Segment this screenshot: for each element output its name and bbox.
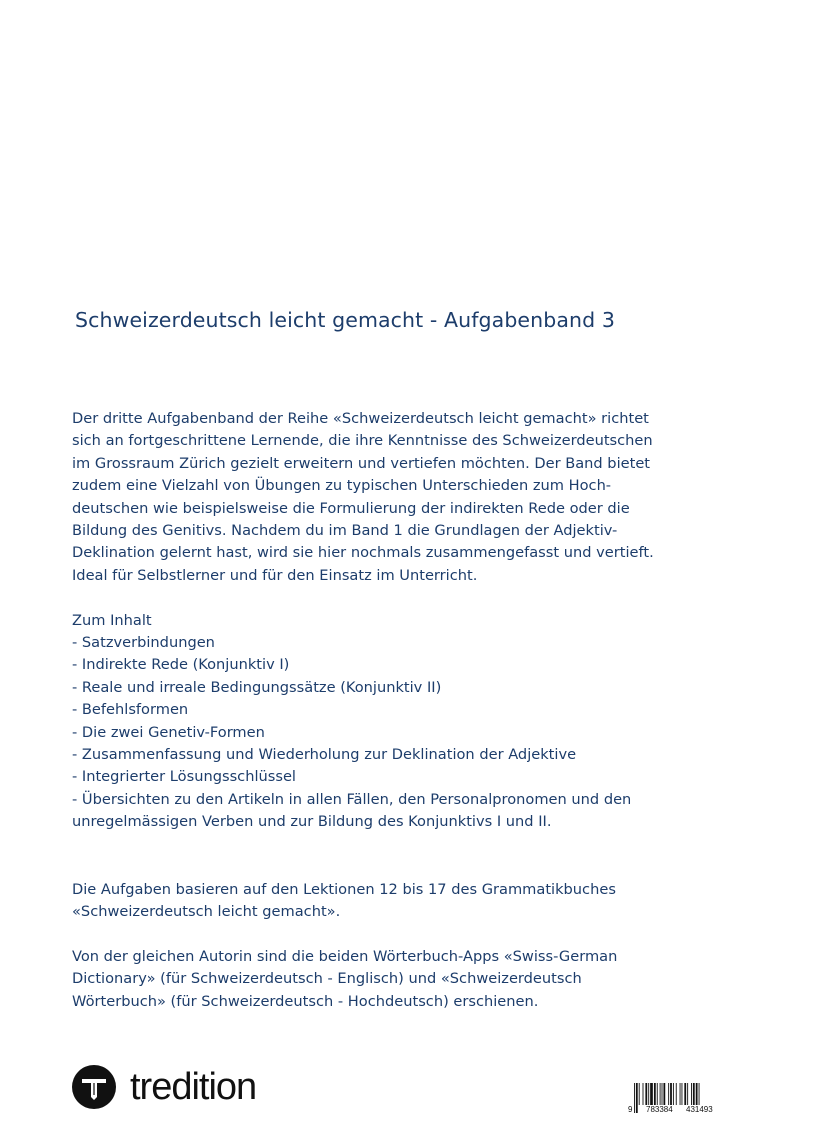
barcode-lead-digit: 9 bbox=[628, 1105, 633, 1114]
contents-item: - Indirekte Rede (Konjunktiv I) bbox=[72, 656, 290, 674]
basis-paragraph: Die Aufgaben basieren auf den Lektionen 12 bis 17 des Grammatikbuches «Schweizerdeutsch leicht gemacht». bbox=[72, 880, 616, 920]
author-paragraph: Von der gleichen Autorin sind die beiden Wörterbuch-Apps «Swiss-German Dictionary» (für Schweizerdeutsch - Englisch) und «Schweizerdeutsch Wörterbuch» (für Schweizerdeutsch - Hochdeutsch) erschienen. bbox=[72, 947, 618, 1010]
back-cover-text bbox=[72, 408, 752, 1013]
isbn-barcode bbox=[628, 1083, 730, 1115]
contents-item: - Befehlsformen bbox=[72, 701, 189, 719]
contents-item: - Satzverbindungen bbox=[72, 634, 215, 652]
contents-item: - Zusammenfassung und Wiederholung zur Deklination der Adjektive bbox=[72, 746, 577, 764]
contents-item: - Die zwei Genetiv-Formen bbox=[72, 723, 265, 741]
contents-item: - Integrierter Lösungsschlüssel bbox=[72, 768, 296, 786]
contents-item: - Übersichten zu den Artikeln in allen Fällen, den Personalpronomen und den unregelmässigen Verben und zur Bildung des Konjunktivs I und II. bbox=[72, 790, 632, 831]
barcode-right-digits: 431493 bbox=[686, 1105, 713, 1114]
tredition-logo-icon bbox=[72, 1065, 116, 1109]
contents-heading: Zum Inhalt bbox=[72, 611, 152, 629]
book-title: Schweizerdeutsch leicht gemacht - Aufgabenband 3 bbox=[75, 308, 615, 332]
contents-list bbox=[72, 632, 752, 834]
contents-item: - Reale und irreale Bedingungssätze (Konjunktiv II) bbox=[72, 678, 442, 696]
barcode-left-digits: 783384 bbox=[646, 1105, 673, 1114]
intro-paragraph: Der dritte Aufgabenband der Reihe «Schweizerdeutsch leicht gemacht» richtet sich an fortgeschrittene Lernende, die ihre Kenntnisse des Schweizerdeutschen im Grossraum Zürich gezielt erweitern und vertiefen möchten. Der Band bietet zudem eine Vielzahl von Übungen zu typischen Unterschieden zum Hoch- deutschen wie beispielsweise die Formulierung der indirekten Rede oder die Bildung des Genitivs. Nachdem du im Band 1 die Grundlagen der Adjektiv- Deklination gelernt hast, wird sie hier nochmals zusammengefasst und vertieft. Ideal für Selbstlerner und für den Einsatz im Unterricht. bbox=[72, 410, 654, 584]
publisher-logo bbox=[72, 1065, 256, 1109]
publisher-wordmark: tredition bbox=[130, 1066, 257, 1108]
